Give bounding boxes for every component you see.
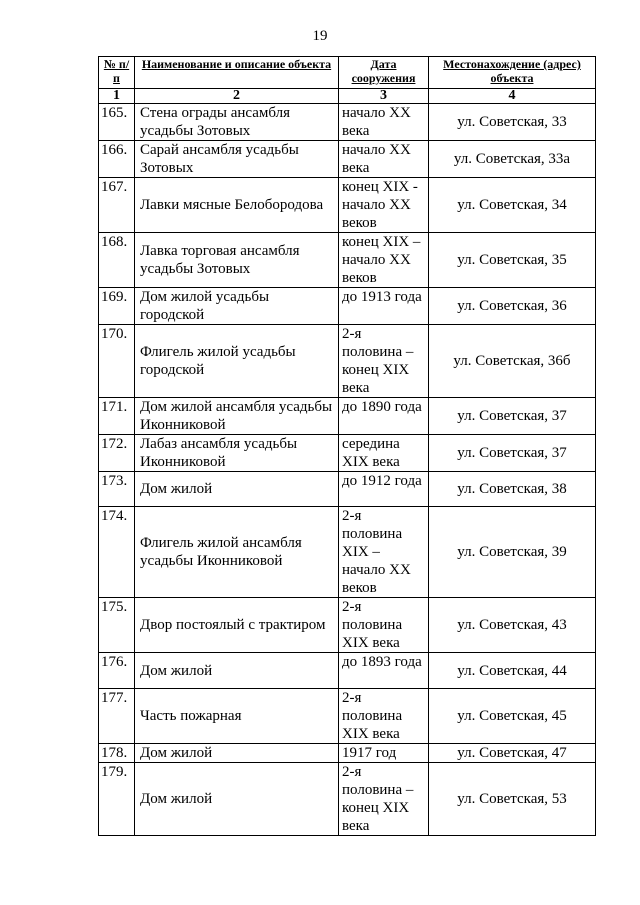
object-address: ул. Советская, 36б xyxy=(429,325,596,398)
object-name: Дом жилой xyxy=(135,744,339,763)
object-address: ул. Советская, 37 xyxy=(429,398,596,435)
object-address: ул. Советская, 37 xyxy=(429,435,596,472)
row-number: 173. xyxy=(99,472,135,507)
object-address: ул. Советская, 33 xyxy=(429,104,596,141)
object-name: Двор постоялый с трактиром xyxy=(135,598,339,653)
construction-date: 2-я половина XIX века xyxy=(339,689,429,744)
object-name: Дом жилой ансамбля усадьбы Иконниковой xyxy=(135,398,339,435)
object-address: ул. Советская, 45 xyxy=(429,689,596,744)
object-name: Дом жилой xyxy=(135,653,339,689)
object-name: Флигель жилой усадьбы городской xyxy=(135,325,339,398)
row-number: 169. xyxy=(99,288,135,325)
construction-date: 2-я половина – конец XIX века xyxy=(339,763,429,836)
object-name: Сарай ансамбля усадьбы Зотовых xyxy=(135,141,339,178)
object-name: Дом жилой усадьбы городской xyxy=(135,288,339,325)
row-number: 167. xyxy=(99,178,135,233)
object-name: Лавка торговая ансамбля усадьбы Зотовых xyxy=(135,233,339,288)
row-number: 177. xyxy=(99,689,135,744)
table-row xyxy=(99,141,596,178)
column-number-row xyxy=(99,89,596,104)
construction-date: до 1893 года xyxy=(339,653,429,689)
object-address: ул. Советская, 35 xyxy=(429,233,596,288)
object-address: ул. Советская, 36 xyxy=(429,288,596,325)
construction-date: конец XIX - начало ХХ веков xyxy=(339,178,429,233)
table-body xyxy=(99,104,596,836)
object-address: ул. Советская, 38 xyxy=(429,472,596,507)
header-address: Местонахождение (адрес) объекта xyxy=(429,57,596,89)
object-name: Стена ограды ансамбля усадьбы Зотовых xyxy=(135,104,339,141)
object-address: ул. Советская, 53 xyxy=(429,763,596,836)
object-name: Лабаз ансамбля усадьбы Иконниковой xyxy=(135,435,339,472)
object-address: ул. Советская, 39 xyxy=(429,507,596,598)
row-number: 178. xyxy=(99,744,135,763)
row-number: 176. xyxy=(99,653,135,689)
row-number: 168. xyxy=(99,233,135,288)
table-row xyxy=(99,325,596,398)
object-address: ул. Советская, 43 xyxy=(429,598,596,653)
table-header-row xyxy=(99,57,596,89)
object-name: Дом жилой xyxy=(135,763,339,836)
row-number: 179. xyxy=(99,763,135,836)
table-row xyxy=(99,233,596,288)
header-date: Дата сооружения xyxy=(339,57,429,89)
header-number: № п/п xyxy=(99,57,135,89)
table-row xyxy=(99,178,596,233)
row-number: 174. xyxy=(99,507,135,598)
construction-date: начало ХХ века xyxy=(339,104,429,141)
object-name: Лавки мясные Белобородова xyxy=(135,178,339,233)
row-number: 172. xyxy=(99,435,135,472)
table-row xyxy=(99,435,596,472)
construction-date: 2-я половина XIX – начало ХХ веков xyxy=(339,507,429,598)
table-row xyxy=(99,398,596,435)
table-row xyxy=(99,744,596,763)
construction-date: начало ХХ века xyxy=(339,141,429,178)
column-number: 2 xyxy=(135,89,339,104)
object-address: ул. Советская, 34 xyxy=(429,178,596,233)
table-row xyxy=(99,288,596,325)
object-name: Дом жилой xyxy=(135,472,339,507)
heritage-objects-table xyxy=(98,56,596,836)
object-name: Флигель жилой ансамбля усадьбы Иконниковой xyxy=(135,507,339,598)
construction-date: середина XIX века xyxy=(339,435,429,472)
construction-date: до 1913 года xyxy=(339,288,429,325)
table-row xyxy=(99,507,596,598)
object-address: ул. Советская, 33а xyxy=(429,141,596,178)
row-number: 166. xyxy=(99,141,135,178)
construction-date: 2-я половина XIX века xyxy=(339,598,429,653)
construction-date: конец XIX – начало ХХ веков xyxy=(339,233,429,288)
table-row xyxy=(99,472,596,507)
row-number: 170. xyxy=(99,325,135,398)
object-address: ул. Советская, 44 xyxy=(429,653,596,689)
column-number: 4 xyxy=(429,89,596,104)
table-row xyxy=(99,653,596,689)
page-number: 19 xyxy=(312,28,328,44)
row-number: 165. xyxy=(99,104,135,141)
header-name: Наименование и описание объекта xyxy=(135,57,339,89)
object-name: Часть пожарная xyxy=(135,689,339,744)
table-row xyxy=(99,104,596,141)
construction-date: до 1890 года xyxy=(339,398,429,435)
table-row xyxy=(99,689,596,744)
table-row xyxy=(99,763,596,836)
table-row xyxy=(99,598,596,653)
construction-date: 2-я половина – конец XIX века xyxy=(339,325,429,398)
column-number: 3 xyxy=(339,89,429,104)
row-number: 175. xyxy=(99,598,135,653)
column-number: 1 xyxy=(99,89,135,104)
object-address: ул. Советская, 47 xyxy=(429,744,596,763)
row-number: 171. xyxy=(99,398,135,435)
construction-date: 1917 год xyxy=(339,744,429,763)
construction-date: до 1912 года xyxy=(339,472,429,507)
